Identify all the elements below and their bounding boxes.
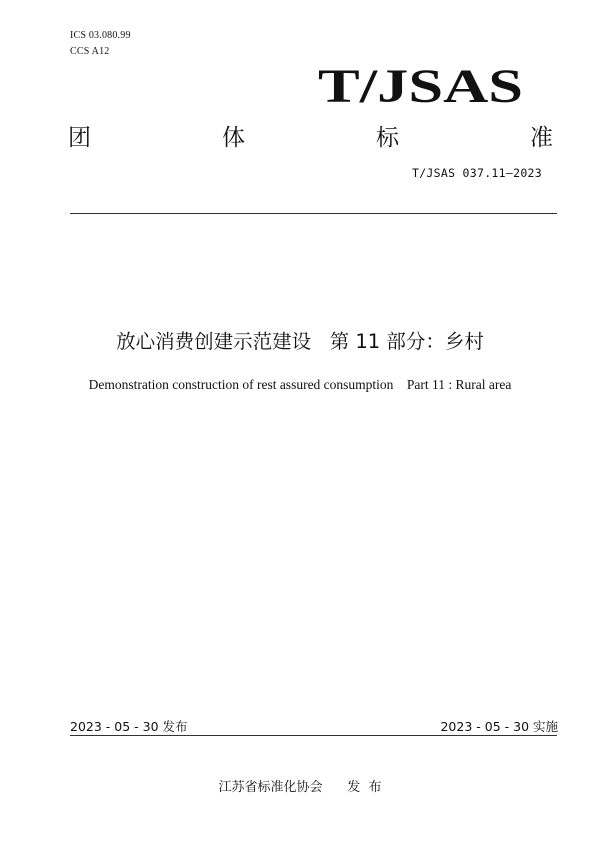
document-title-english: Demonstration construction of rest assured consumption Part 11 : Rural area	[88, 377, 512, 392]
category-char-1: 团	[68, 125, 91, 151]
category-char-4: 准	[530, 125, 553, 151]
category-char-2: 体	[222, 125, 245, 151]
issue-date: 2023 - 05 - 30 发布	[70, 719, 188, 734]
footer-divider	[70, 735, 557, 736]
publisher: 江苏省标准化协会 发 布	[218, 780, 382, 795]
standard-category	[68, 119, 553, 152]
standard-number: T/JSAS 037.11—2023	[411, 166, 542, 180]
standard-logo	[318, 58, 533, 114]
header-divider	[70, 213, 557, 214]
implementation-date: 2023 - 05 - 30 实施	[440, 719, 558, 734]
category-char-3: 标	[376, 125, 399, 151]
standard-logo-text: T/JSAS	[318, 60, 523, 113]
ccs-code: CCS A12	[70, 46, 110, 57]
document-title-chinese: 放心消费创建示范建设 第 11 部分：乡村	[116, 330, 484, 353]
ics-code: ICS 03.080.99	[70, 30, 131, 41]
